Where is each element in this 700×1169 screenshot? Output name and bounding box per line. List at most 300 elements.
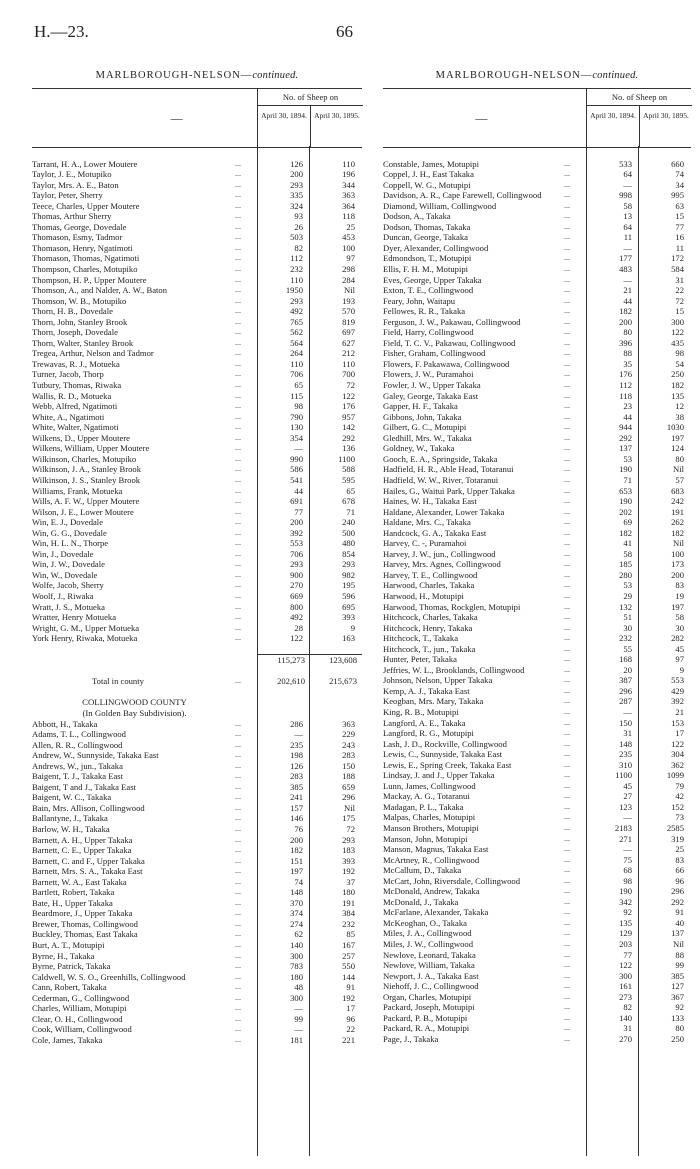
sheep-1894: 653 (619, 485, 632, 496)
table-row (383, 770, 691, 781)
table-row (383, 296, 691, 307)
report-reference: H.—23. (34, 22, 89, 41)
sheep-1894: 48 (294, 982, 303, 993)
sheep-1895: 435 (671, 337, 684, 348)
sheep-1895: 16 (675, 232, 684, 243)
sheep-1895: 304 (671, 749, 684, 760)
owner-name: Wilkens, William, Upper Moutere (32, 443, 150, 454)
sheep-1894: 148 (619, 738, 632, 749)
leader-dots: ... (235, 474, 241, 484)
sheep-1895: 243 (342, 739, 355, 750)
table-row (383, 169, 691, 180)
owner-name: Organ, Charles, Motupipi (383, 991, 472, 1002)
sheep-1894: 75 (623, 854, 632, 865)
leader-dots: ... (235, 982, 241, 992)
sheep-1895: 15 (675, 211, 684, 222)
sheep-1894: 146 (290, 813, 303, 824)
col-1895-header: April 30, 1895. (639, 106, 692, 147)
sheep-1895: 257 (342, 950, 355, 961)
table-row (32, 908, 362, 919)
sheep-1895: 57 (675, 474, 684, 485)
owner-name: Harvey, J. W., jun., Collingwood (383, 548, 496, 559)
owner-name: Harwood, H., Motupipi (383, 590, 464, 601)
sheep-1894: 293 (290, 295, 303, 306)
table-row (383, 865, 691, 876)
leader-dots: ... (564, 854, 570, 864)
sheep-1894: 1100 (615, 770, 632, 781)
sheep-1894: 280 (619, 569, 632, 580)
table-row (32, 159, 362, 170)
table-row (32, 972, 362, 983)
sheep-1895: 300 (671, 316, 684, 327)
table-row (32, 740, 362, 751)
leader-dots: ... (235, 1003, 241, 1013)
sheep-1894: 296 (619, 685, 632, 696)
sheep-1895: 118 (342, 211, 355, 222)
sheep-1894: 140 (290, 940, 303, 951)
leader-dots: ... (235, 622, 241, 632)
owner-name: McArtney, R., Collingwood (383, 854, 480, 865)
sheep-1894: — (623, 274, 632, 285)
owner-name: Clear, O. H., Collingwood (32, 1013, 123, 1024)
sheep-1894: 53 (623, 453, 632, 464)
sheep-1894: 553 (290, 538, 303, 549)
table-row (32, 454, 362, 465)
sheep-1894: 235 (290, 739, 303, 750)
table-row (32, 422, 362, 433)
leader-dots: ... (564, 337, 570, 347)
leader-dots: ... (235, 897, 241, 907)
leader-dots: ... (235, 929, 241, 939)
leader-dots: ... (564, 569, 570, 579)
sheep-1895: 695 (342, 601, 355, 612)
owner-name: McCallum, D., Takaka (383, 865, 462, 876)
owner-name: Harwood, Thomas, Rockglen, Motupipi (383, 601, 521, 612)
owner-name: Thorn, Walter, Stanley Brook (32, 337, 134, 348)
sheep-1894: — (623, 706, 632, 717)
owner-name: Barnett, W. A., East Takaka (32, 876, 127, 887)
leader-dots: ... (564, 179, 570, 189)
sheep-1895: 74 (675, 169, 684, 180)
sheep-1894: 110 (290, 274, 303, 285)
sheep-1895: Nil (344, 802, 355, 813)
sheep-1894: 148 (290, 887, 303, 898)
owner-name: Bate, H., Upper Takaka (32, 897, 113, 908)
table-row (32, 919, 362, 930)
leader-dots: ... (564, 358, 570, 368)
leader-dots: ... (564, 517, 570, 527)
column-rule (257, 146, 258, 1156)
sheep-1895: 11 (675, 242, 684, 253)
owner-name: Win, W., Dovedale (32, 569, 98, 580)
leader-dots: ... (235, 527, 241, 537)
leader-dots: ... (235, 453, 241, 463)
table-row (383, 696, 691, 707)
sheep-1894: 150 (619, 717, 632, 728)
leader-dots: ... (235, 601, 241, 611)
sheep-1894: 29 (623, 590, 632, 601)
sheep-1894: 286 (290, 718, 303, 729)
sheep-1894: 177 (619, 253, 632, 264)
sheep-1894: — (623, 812, 632, 823)
leader-dots: ... (235, 908, 241, 918)
sheep-count-label: No. of Sheep on (258, 89, 363, 106)
table-row (32, 612, 362, 623)
table-row (32, 570, 362, 581)
sheep-1894: 28 (294, 622, 303, 633)
sheep-1895: 91 (346, 982, 355, 993)
owner-name: Hadfield, H. R., Able Head, Totaranui (383, 464, 514, 475)
sheep-1894: 82 (623, 1002, 632, 1013)
leader-dots: ... (564, 928, 570, 938)
sheep-1895: 37 (346, 876, 355, 887)
sheep-1895: 72 (346, 380, 355, 391)
section-title: COLLINGWOOD COUNTY (82, 697, 187, 708)
sheep-1895: 100 (342, 242, 355, 253)
sheep-1894: 273 (619, 991, 632, 1002)
leader-dots: ... (564, 706, 570, 716)
owner-name: Baigent, T and J., Takaka East (32, 781, 136, 792)
sheep-1895: 25 (675, 844, 684, 855)
table-row (383, 749, 691, 760)
table-row (32, 1035, 362, 1046)
leader-dots: ... (235, 824, 241, 833)
owner-name: Miles, J. W., Collingwood (383, 939, 474, 950)
table-row (32, 538, 362, 549)
leader-dots: ... (564, 801, 570, 811)
table-row (32, 835, 362, 846)
sheep-1894: 190 (619, 886, 632, 897)
sheep-1895: 38 (675, 411, 684, 422)
table-row (383, 707, 691, 718)
sheep-1894: 370 (290, 897, 303, 908)
sheep-1895: 595 (342, 474, 355, 485)
sheep-1894: 900 (290, 569, 303, 580)
owner-name: Wright, G. M., Upper Motueka (32, 622, 140, 633)
sheep-1895: 30 (675, 622, 684, 633)
subtotal-1894: 115,273 (277, 655, 305, 666)
sheep-1894: 203 (619, 939, 632, 950)
sheep-1895: 229 (342, 729, 355, 740)
sheep-1895: 63 (675, 200, 684, 211)
sheep-1894: 118 (619, 390, 632, 401)
subtotal-1895: 123,608 (329, 655, 357, 666)
sheep-1895: 678 (342, 496, 355, 507)
table-row (32, 761, 362, 772)
sheep-1895: 152 (671, 801, 684, 812)
sheep-1895: 163 (342, 633, 355, 644)
sheep-1894: 374 (290, 908, 303, 919)
sheep-1894: 790 (290, 411, 303, 422)
leader-dots: ... (235, 306, 241, 316)
sheep-1894: 669 (290, 590, 303, 601)
sheep-1895: 34 (675, 179, 684, 190)
table-row (383, 464, 691, 475)
sheep-1894: 23 (623, 401, 632, 412)
leader-dots: ... (564, 158, 570, 168)
owner-name: Buckley, Thomas, East Takaka (32, 929, 138, 940)
sheep-1894: 82 (294, 242, 303, 253)
page-number: 66 (336, 22, 353, 41)
sheep-1894: 35 (623, 358, 632, 369)
owner-name: Bartlett, Robert, Takaka (32, 887, 115, 898)
sheep-1894: 115 (290, 390, 303, 401)
leader-dots: ... (564, 812, 570, 822)
owner-name: Lewis, E., Spring Creek, Takaka East (383, 759, 512, 770)
owner-name: Newlove, William, Takaka (383, 960, 475, 971)
table-row (383, 327, 691, 338)
sheep-1895: 99 (675, 960, 684, 971)
table-row (383, 844, 691, 855)
owner-name: Gooch, E. A., Springside, Takaka (383, 453, 498, 464)
leader-dots: ... (564, 369, 570, 379)
sheep-1894: 41 (623, 538, 632, 549)
leader-dots: ... (564, 643, 570, 653)
sheep-1894: 800 (290, 601, 303, 612)
sheep-1894: 283 (290, 771, 303, 782)
sheep-1894: 765 (290, 316, 303, 327)
sheep-1895: 550 (342, 961, 355, 972)
table-row (32, 369, 362, 380)
leader-dots: ... (235, 781, 241, 791)
sheep-1894: 232 (290, 264, 303, 275)
right-column-title: MARLBOROUGH-NELSON—continued. (435, 70, 639, 81)
sheep-1894: 182 (619, 527, 632, 538)
leader-dots: ... (235, 274, 241, 284)
owner-name: Coppell, W. G., Motupipi (383, 179, 471, 190)
sheep-1894: 129 (619, 928, 632, 939)
sheep-1894: 132 (619, 601, 632, 612)
sheep-1894: 157 (290, 802, 303, 813)
owner-name: Byrne, Patrick, Takaka (32, 961, 111, 972)
sheep-1894: 55 (623, 643, 632, 654)
table-row (32, 338, 362, 349)
sheep-1895: 192 (342, 866, 355, 877)
leader-dots: ... (564, 738, 570, 748)
owner-name: Wallis, R. D., Motueka (32, 390, 112, 401)
leader-dots: ... (564, 728, 570, 738)
table-row (383, 275, 691, 286)
table-row (32, 211, 362, 222)
sheep-1895: 96 (346, 1013, 355, 1024)
owner-name: Mackay, A. G., Totaranui (383, 791, 470, 802)
sheep-1894: 292 (619, 432, 632, 443)
right-table-body (383, 148, 691, 1044)
table-row (383, 812, 691, 823)
owner-name: Hitchcock, Henry, Takaka (383, 622, 473, 633)
leader-dots: ... (564, 601, 570, 611)
sheep-1894: 324 (290, 200, 303, 211)
total-row (32, 676, 362, 687)
table-row (32, 201, 362, 212)
leader-dots: ... (564, 432, 570, 442)
owner-name: Hitchcock, T., jun., Takaka (383, 643, 476, 654)
table-row (32, 169, 362, 180)
table-row (32, 380, 362, 391)
table-row (383, 180, 691, 191)
owner-name: Williams, Frank, Motueka (32, 485, 123, 496)
sheep-1895: 293 (342, 834, 355, 845)
sheep-1894: 11 (623, 232, 632, 243)
owner-name: Ferguson, J. W., Pakawau, Collingwood (383, 316, 521, 327)
owner-name: Woolf, J., Riwaka (32, 590, 94, 601)
sheep-1894: 161 (619, 981, 632, 992)
sheep-1895: 697 (342, 327, 355, 338)
sheep-1894: 190 (619, 464, 632, 475)
sheep-1895: 73 (675, 812, 684, 823)
table-row (32, 929, 362, 940)
column-rule (638, 146, 639, 1156)
table-row (383, 401, 691, 412)
owner-name: Wratter, Henry Motueka (32, 612, 117, 623)
table-row (32, 824, 362, 835)
table-row (32, 951, 362, 962)
table-row (383, 834, 691, 845)
table-row (383, 211, 691, 222)
leader-dots: ... (235, 633, 241, 643)
sheep-1895: 40 (675, 917, 684, 928)
table-row (383, 876, 691, 887)
sheep-1895: 232 (342, 918, 355, 929)
leader-dots: ... (564, 960, 570, 970)
table-row (383, 791, 691, 802)
leader-dots: ... (235, 496, 241, 506)
col-1894-header: April 30, 1894. (261, 111, 307, 120)
sheep-1895: 221 (342, 1034, 355, 1045)
sheep-1894: — (294, 1003, 303, 1014)
owner-name: Tutbury, Thomas, Riwaka (32, 380, 122, 391)
leader-dots: ... (235, 538, 241, 548)
sheep-1894: 385 (290, 781, 303, 792)
leader-dots: ... (564, 654, 570, 664)
owner-name: White, Walter, Ngatimoti (32, 422, 119, 433)
sheep-1895: 250 (671, 1033, 684, 1044)
sheep-1894: 21 (623, 285, 632, 296)
leader-dots: ... (235, 802, 241, 812)
owner-name: Taylor, Mrs. A. E., Baton (32, 179, 119, 190)
table-row (32, 623, 362, 634)
leader-dots: ... (235, 242, 241, 252)
owner-name: Tregea, Arthur, Nelson and Tadmor (32, 348, 154, 359)
table-row (383, 1013, 691, 1024)
sheep-1895: 197 (671, 601, 684, 612)
table-row (32, 443, 362, 454)
sheep-1895: 292 (671, 896, 684, 907)
owner-name: Win, J. W., Dovedale (32, 559, 105, 570)
sheep-1895: 262 (671, 517, 684, 528)
table-row (32, 559, 362, 570)
leader-dots: ... (564, 981, 570, 991)
sheep-1894: 293 (290, 179, 303, 190)
leader-dots: ... (564, 169, 570, 179)
leader-dots: ... (235, 190, 241, 200)
sheep-1894: — (623, 844, 632, 855)
sheep-1895: 283 (342, 750, 355, 761)
leader-dots: ... (564, 1033, 570, 1043)
sheep-1895: 385 (671, 970, 684, 981)
owner-name: Harwood, Charles, Takaka (383, 580, 475, 591)
leader-dots: ... (564, 411, 570, 421)
sheep-1895: 195 (342, 580, 355, 591)
sheep-1895: Nil (673, 464, 684, 475)
table-row (32, 464, 362, 475)
sheep-1894: 706 (290, 548, 303, 559)
leader-dots: ... (564, 823, 570, 832)
leader-dots: ... (235, 264, 241, 274)
sheep-1894: 706 (290, 369, 303, 380)
owner-name: Taylor, J. E., Motupiko (32, 169, 112, 180)
owner-name: Abbott, H., Takaka (32, 718, 98, 729)
leader-dots: ... (235, 1013, 241, 1023)
leader-dots: ... (564, 548, 570, 558)
owner-name: Win, J., Dovedale (32, 548, 94, 559)
owner-name: Kemp, A. J., Takaka East (383, 685, 470, 696)
leader-dots: ... (235, 295, 241, 305)
owner-name: Dodson, A., Takaka (383, 211, 451, 222)
owner-name: Barnett, Mrs. S. A., Takaka East (32, 866, 143, 877)
table-row (383, 971, 691, 982)
owner-name: Packard, Joseph, Motupipi (383, 1002, 475, 1013)
owner-name: Newlove, Leonard, Takaka (383, 949, 476, 960)
sheep-1894: 99 (294, 1013, 303, 1024)
sheep-1895: 133 (671, 1012, 684, 1023)
table-row (383, 475, 691, 486)
owner-name: Gapper, H. F., Takaka (383, 401, 458, 412)
leader-dots: ... (564, 896, 570, 906)
owner-name: Bain, Mrs. Allison, Collingwood (32, 802, 145, 813)
owner-name: Manson Brothers, Motupipi (383, 823, 479, 833)
sheep-1894: 76 (294, 824, 303, 834)
sheep-1894: 783 (290, 961, 303, 972)
leader-dots: ... (564, 970, 570, 980)
owner-name: Flowers, F. Pakawawa, Collingwood (383, 358, 510, 369)
sheep-1895: 153 (671, 717, 684, 728)
left-table-header (32, 88, 362, 148)
sheep-1894: 310 (619, 759, 632, 770)
sheep-1895: 85 (346, 929, 355, 940)
table-row (383, 718, 691, 729)
table-row (32, 591, 362, 602)
owner-name: King, R. B., Motupipi (383, 706, 459, 717)
leader-dots: ... (564, 211, 570, 221)
sheep-1894: 168 (619, 654, 632, 665)
table-row (383, 728, 691, 739)
sheep-1894: 483 (619, 264, 632, 275)
sheep-1894: 112 (619, 380, 632, 391)
owner-name: Barnett, C. and F., Upper Takaka (32, 855, 145, 866)
owner-name: McDonald, J., Takaka (383, 896, 459, 907)
leader-dots: ... (564, 780, 570, 790)
sheep-1894: 71 (623, 474, 632, 485)
sheep-1894: 26 (294, 221, 303, 232)
table-row (383, 549, 691, 560)
owner-name: Win, E. J., Dovedale (32, 517, 104, 528)
owner-name: McCart, John, Riversdale, Collingwood (383, 875, 521, 886)
leader-dots: ... (235, 517, 241, 527)
table-row (383, 201, 691, 212)
sheep-1894: 492 (290, 612, 303, 623)
owner-name: Baigent, T. J., Takaka East (32, 771, 124, 782)
sheep-1895: 176 (342, 401, 355, 412)
owner-name: Barlow, W. H., Takaka (32, 824, 110, 834)
owner-name: Flowers, J. W., Puramahoi (383, 369, 474, 380)
sheep-1894: 533 (619, 158, 632, 169)
sheep-1895: 110 (342, 158, 355, 169)
sheep-1894: 64 (623, 221, 632, 232)
sheep-1895: 98 (675, 348, 684, 359)
sheep-1895: 296 (342, 792, 355, 803)
leader-dots: ... (235, 390, 241, 400)
